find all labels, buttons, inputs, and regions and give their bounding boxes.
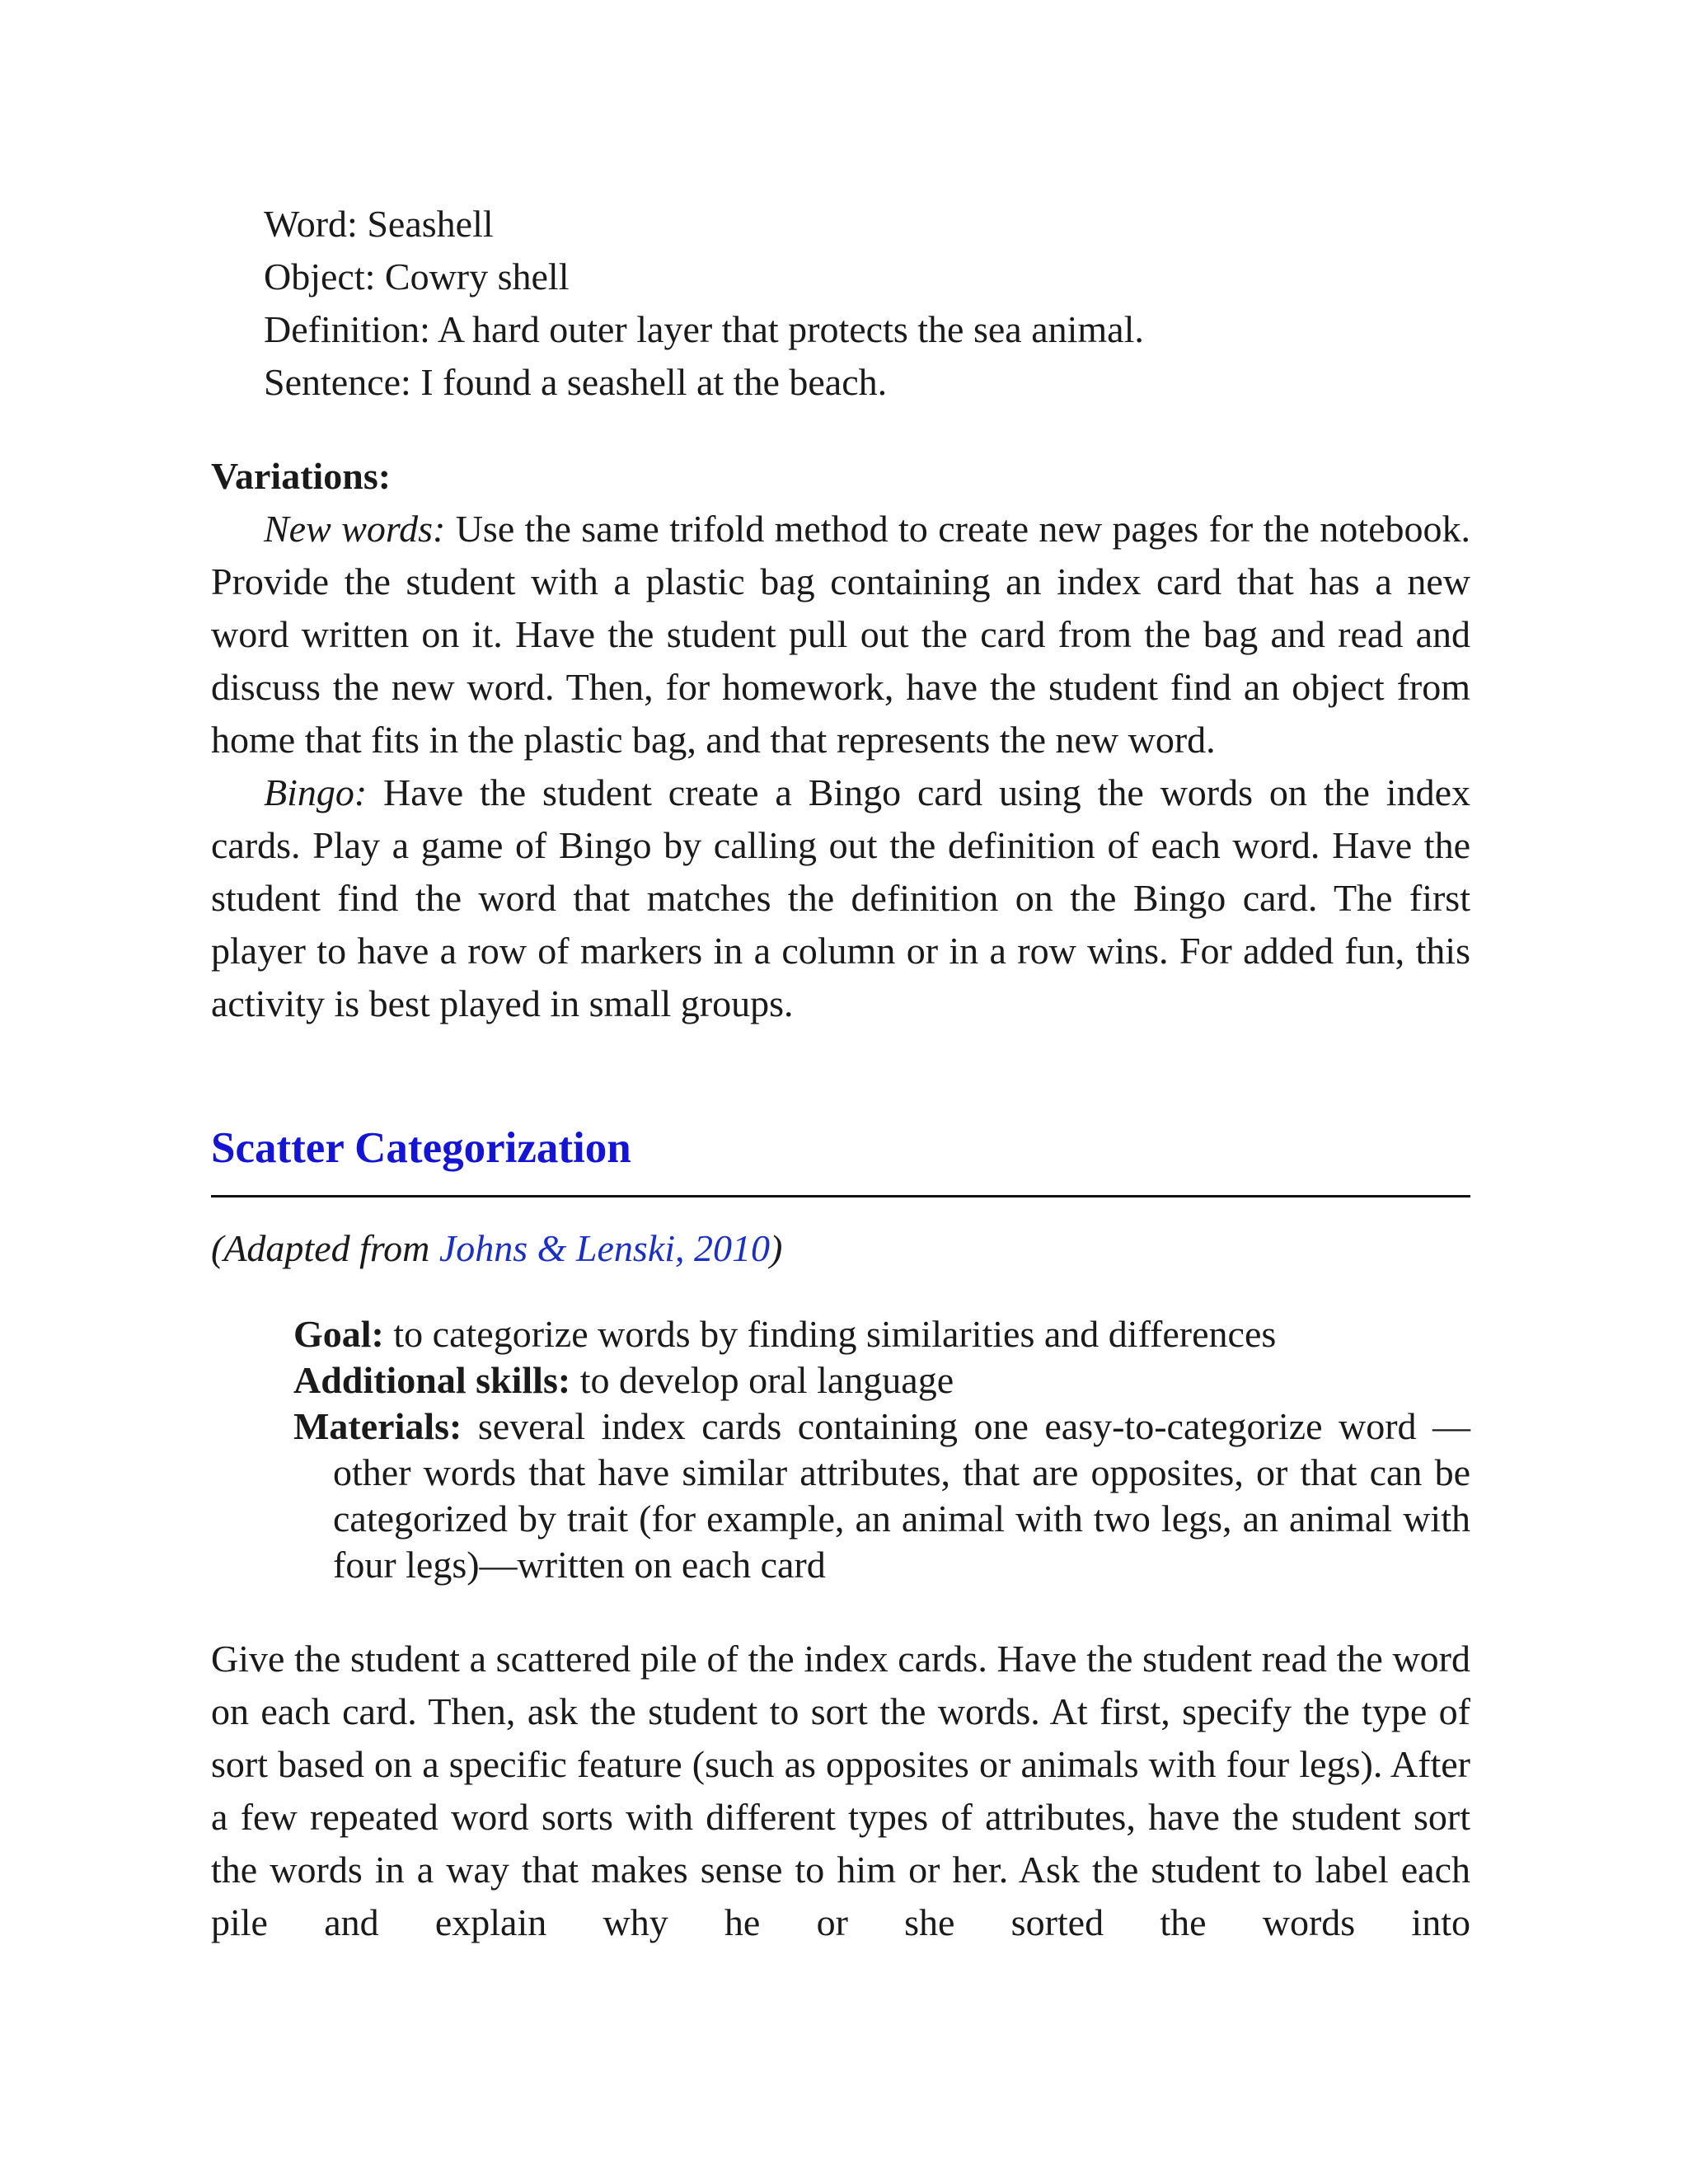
variations-heading: Variations: — [211, 455, 392, 497]
variation-bingo-lead: Bingo: — [264, 771, 368, 813]
adapted-from — [211, 1222, 1470, 1275]
section-title: Scatter Categorization — [211, 1124, 631, 1172]
activity-meta — [293, 1311, 1470, 1588]
materials — [293, 1404, 1470, 1588]
variation-bingo-text: Have the student create a Bingo card using the words on the index cards. Play a game of Bingo by calling out the definition of each word. Have the student find the word that matches the definition on the Bingo card. The first player to have a row of markers in a column or in a row wins. For added fun, this activity is best played in small groups. — [211, 771, 1470, 1024]
skills-text: to develop oral language — [570, 1359, 954, 1401]
goal — [293, 1311, 1470, 1357]
example-sentence: Sentence: I found a seashell at the beach. — [264, 361, 888, 403]
example-block — [264, 198, 1470, 409]
document-page — [211, 198, 1470, 1949]
skills-label: Additional skills: — [293, 1359, 571, 1401]
instructions-paragraph: Give the student a scattered pile of the index cards. Have the student read the word on each card. Then, ask the student to sort the words. At first, specify the type of sort based on a specific feature (such as opposites or animals with four legs). After a few repeated word sorts with different types of attributes, have the student sort the words in a way that makes sense to him or her. Ask the student to label each pile and explain why he or she sorted the words into — [211, 1638, 1470, 1943]
adapted-prefix: (Adapted from — [211, 1227, 439, 1269]
goal-label: Goal: — [293, 1313, 384, 1355]
adapted-suffix: ) — [770, 1227, 783, 1269]
materials-label: Materials: — [293, 1405, 462, 1447]
section-divider — [211, 1195, 1470, 1197]
materials-text: several index cards containing one easy-to-categorize word —other words that have similar attributes, that are opposites, or that can be categorized by trait (for example, an animal with two legs, an animal with four legs)—written on each card — [333, 1405, 1470, 1586]
additional-skills — [293, 1357, 1470, 1404]
variation-new-words-lead: New words: — [264, 508, 446, 550]
example-definition: Definition: A hard outer layer that protects the sea animal. — [264, 308, 1144, 350]
example-word: Word: Seashell — [264, 203, 494, 245]
goal-text: to categorize words by finding similarities and differences — [383, 1313, 1277, 1355]
citation-link[interactable]: Johns & Lenski, 2010 — [438, 1227, 771, 1269]
variation-new-words-text: Use the same trifold method to create new pages for the notebook. Provide the student with a plastic bag containing an index card that has a new word written on it. Have the student pull out the card from the bag and read and discuss the new word. Then, for homework, have the student find an object from home that fits in the plastic bag, and that represents the new word. — [211, 508, 1470, 761]
variation-new-words — [211, 503, 1470, 766]
variation-bingo — [211, 766, 1470, 1030]
example-object: Object: Cowry shell — [264, 255, 570, 298]
